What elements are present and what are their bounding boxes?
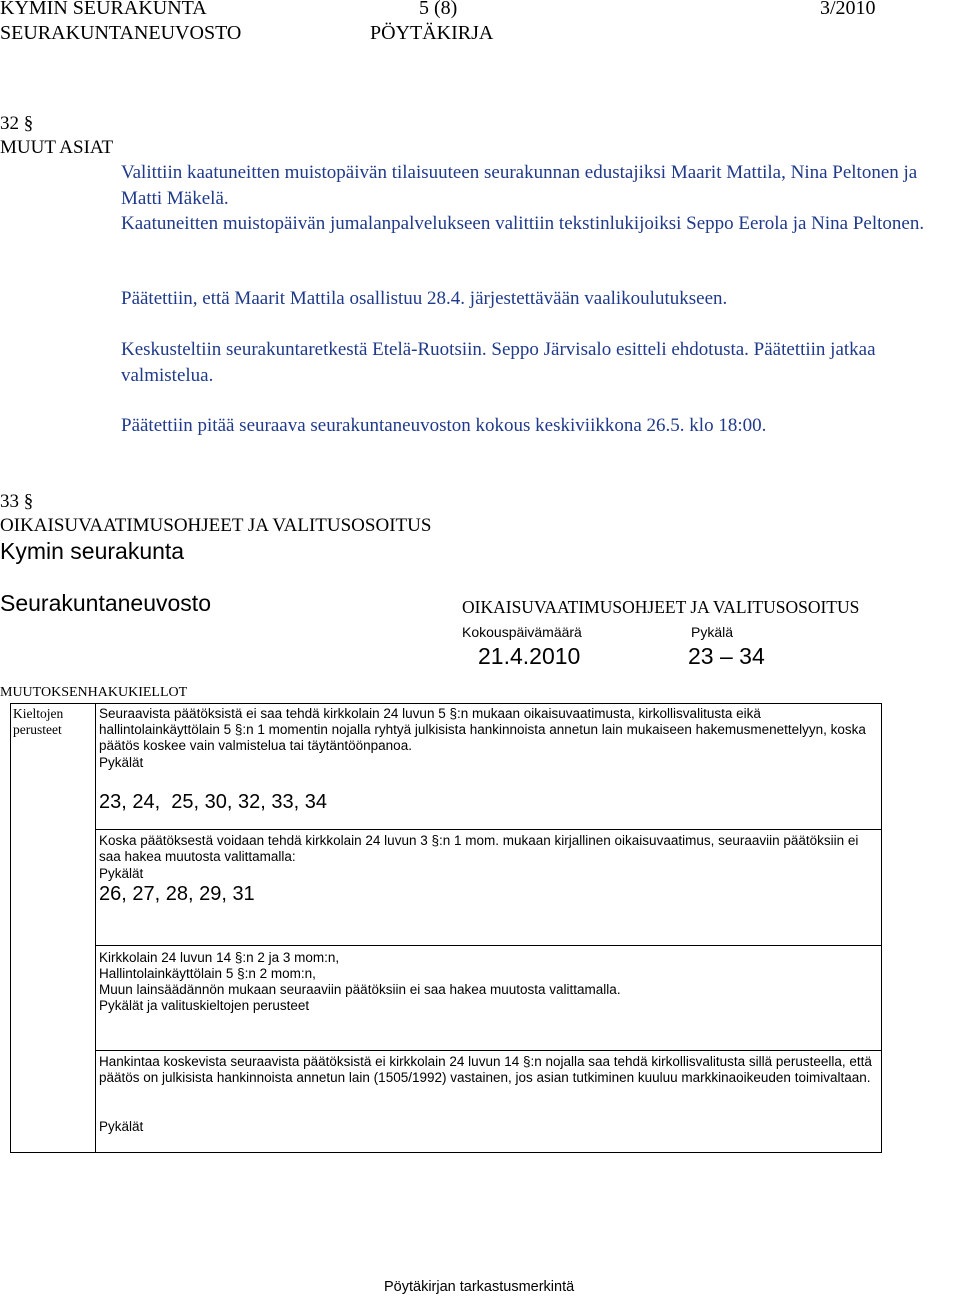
left-column-label-2: perusteet — [13, 722, 62, 737]
header-doc-type: PÖYTÄKIRJA — [370, 22, 494, 44]
section-32-number: 32 § — [0, 113, 34, 134]
block2-values: 26, 27, 28, 29, 31 — [99, 883, 255, 905]
block3-line-2: Hallintolainkäyttölain 5 §:n 2 mom:n, — [99, 966, 316, 981]
block2-label: Pykälät — [99, 866, 144, 881]
header-page: 5 (8) — [419, 0, 458, 19]
section-32-paragraph-5: Päätettiin pitää seuraava seurakuntaneuvoston kokous keskiviikkona 26.5. klo 18:00. — [121, 415, 767, 436]
section-32-title: MUUT ASIAT — [0, 137, 114, 158]
block1-values: 23, 24, 25, 30, 32, 33, 34 — [99, 791, 327, 813]
sections-label: Pykälä — [691, 624, 734, 640]
section-33-title: OIKAISUVAATIMUSOHJEET JA VALITUSOSOITUS — [0, 515, 432, 536]
footer-verification-mark: Pöytäkirjan tarkastusmerkintä — [384, 1279, 575, 1295]
block3-line-1: Kirkkolain 24 luvun 14 §:n 2 ja 3 mom:n, — [99, 950, 340, 965]
block3-line-3: Muun lainsäädännön mukaan seuraaviin päätöksiin ei saa hakea muutosta valittamalla. — [99, 982, 621, 997]
ban-heading: MUUTOKSENHAKUKIELLOT — [0, 685, 188, 700]
block1-text: Seuraavista päätöksistä ei saa tehdä kirkkolain 24 luvun 5 §:n mukaan oikaisuvaatimusta, kirkollisvalitusta eikä hallintolainkäyttölain 5 §:n 1 momentin nojalla ryhtyä julkisista hankinnoista annetun lain mukaiseen hakemusmenettelyyn, koska päätös koskee vain valmistelua tai täytäntöönpanoa. — [99, 706, 866, 753]
block4-label: Pykälät — [99, 1119, 144, 1134]
section-32-paragraph-4: Keskusteltiin seurakuntaretkestä Etelä-Ruotsiin. Seppo Järvisalo esitteli ehdotusta. Päätettiin jatkaa valmistelua. — [121, 339, 876, 386]
block4-text: Hankintaa koskevista seuraavista päätöksistä ei kirkkolain 24 luvun 14 §:n nojalla saa tehdä kirkollisvalitusta sillä perusteella, että päätös on julkisista hankinnoista annetun lain (1505/1992) vastainen, jos asian tutkiminen kuuluu markkinaoikeuden toimivaltaan. — [99, 1054, 872, 1085]
left-column-label-1: Kieltojen — [13, 706, 64, 721]
section-32-paragraph-3: Päätettiin, että Maarit Mattila osallistuu 28.4. järjestettävään vaalikoulutukseen. — [121, 288, 728, 309]
block1-label: Pykälät — [99, 755, 144, 770]
table-divider-2 — [95, 945, 881, 946]
table-column-divider — [95, 703, 96, 1152]
header-number: 3/2010 — [820, 0, 876, 19]
header-body: SEURAKUNTANEUVOSTO — [0, 22, 242, 44]
table-divider-1 — [95, 829, 881, 830]
section-32-paragraph-1: Valittiin kaatuneitten muistopäivän tilaisuuteen seurakunnan edustajiksi Maarit Mattila, Nina Peltonen ja Matti Mäkelä. — [121, 162, 918, 209]
header-org: KYMIN SEURAKUNTA — [0, 0, 207, 19]
date-value: 21.4.2010 — [478, 643, 581, 669]
council-name: Seurakuntaneuvosto — [0, 590, 211, 616]
section-32-paragraph-2: Kaatuneitten muistopäivän jumalanpalvelukseen valittiin tekstinlukijoiksi Seppo Eerola ja Nina Peltonen. — [121, 213, 925, 234]
form-title: OIKAISUVAATIMUSOHJEET JA VALITUSOSOITUS — [462, 597, 860, 617]
section-33-number: 33 § — [0, 491, 34, 512]
parish-name: Kymin seurakunta — [0, 538, 185, 564]
block3-label: Pykälät ja valituskieltojen perusteet — [99, 998, 310, 1013]
table-divider-3 — [95, 1050, 881, 1051]
date-label: Kokouspäivämäärä — [462, 624, 582, 640]
block2-text: Koska päätöksestä voidaan tehdä kirkkolain 24 luvun 3 §:n 1 mom. mukaan kirjallinen oikaisuvaatimus, seuraaviin päätöksiin ei saa hakea muutosta valittamalla: — [99, 833, 859, 864]
sections-value: 23 – 34 — [688, 643, 765, 669]
